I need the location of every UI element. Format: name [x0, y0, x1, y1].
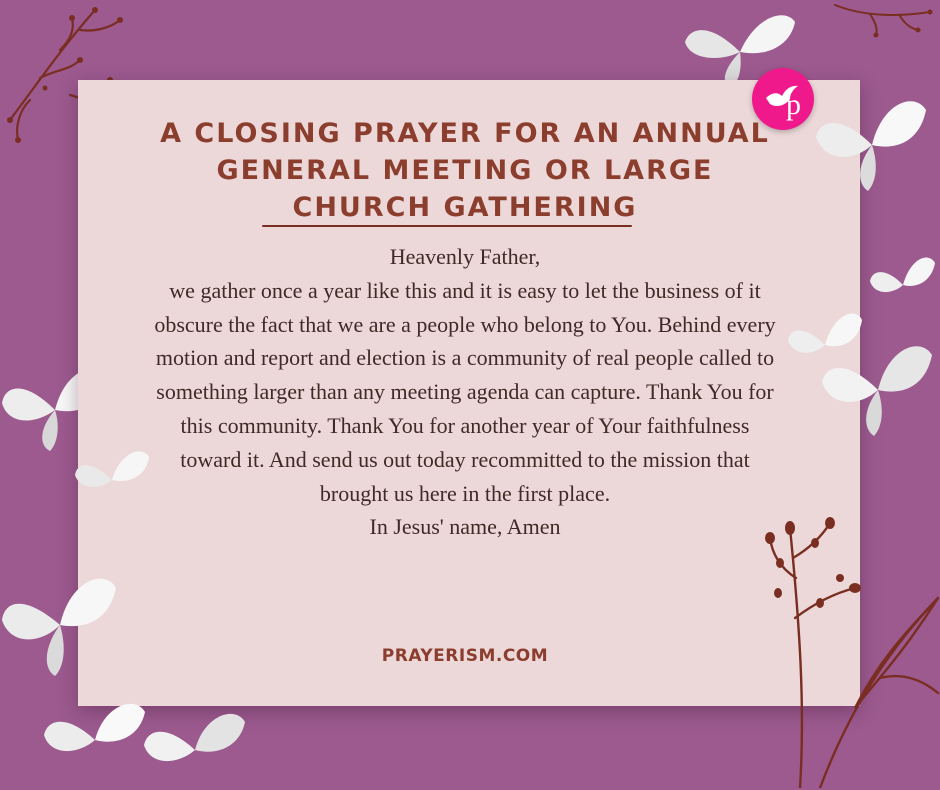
leaf-branch-icon	[760, 508, 940, 788]
butterfly-icon	[0, 560, 120, 680]
butterfly-icon	[72, 440, 152, 510]
butterfly-icon	[40, 690, 150, 780]
title-underline	[262, 225, 632, 227]
page-title: A CLOSING PRAYER FOR AN ANNUAL GENERAL MEETING OR LARGE CHURCH GATHERING	[160, 118, 770, 223]
prayer-greeting: Heavenly Father,	[389, 244, 541, 269]
butterfly-icon	[818, 330, 938, 440]
butterfly-icon	[868, 245, 938, 315]
logo-letter: p	[786, 88, 801, 121]
butterfly-icon	[140, 700, 250, 790]
butterfly-icon	[812, 85, 932, 195]
prayer-text	[150, 240, 780, 544]
site-link[interactable]: PRAYERISM.COM	[381, 646, 549, 666]
branch-icon	[830, 0, 940, 40]
prayer-closing: In Jesus' name, Amen	[369, 514, 561, 540]
prayer-body: we gather once a year like this and it is easy to let the business of it obscure the fact that we are a people who belong to You. Behind every motion and report and election is a community of real people called to something larger than any meeting agenda can capture. Thank You for this community. Thank You for another year of Your faithfulness toward it. And send us out today recommitted to the mission that brought us here in the first place.	[154, 277, 776, 506]
